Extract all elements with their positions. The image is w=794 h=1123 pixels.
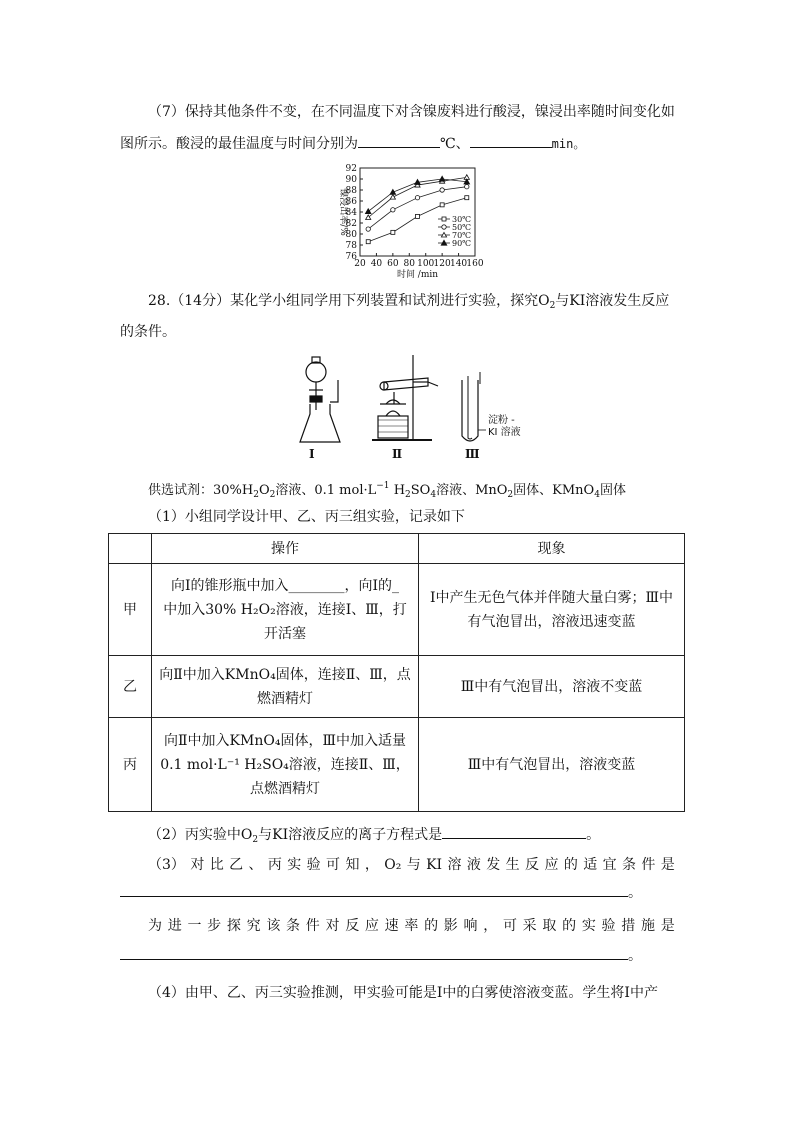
q3-char: 措 bbox=[621, 918, 636, 934]
op-line: 中加入30% H₂O₂溶液，连接Ⅰ、Ⅲ，打 bbox=[163, 601, 407, 618]
q3-char: 是 bbox=[660, 857, 675, 873]
q3-char: 步 bbox=[207, 918, 222, 934]
row-operation bbox=[152, 564, 419, 656]
q3-char: 件 bbox=[641, 857, 656, 873]
legend-marker bbox=[441, 240, 447, 245]
q3-end: 。 bbox=[628, 885, 642, 901]
answer-blank-measure[interactable] bbox=[120, 945, 628, 960]
plot-frame bbox=[360, 168, 475, 256]
q3-char: 溶 bbox=[447, 857, 462, 873]
ph-line: 有气泡冒出，溶液迅速变蓝 bbox=[467, 613, 636, 630]
starch-label-1: 淀粉 - bbox=[488, 415, 515, 426]
q28-line1: 28.（14分）某化学小组同学用下列装置和试剂进行实验，探究$O_2$与KI溶液发生反应 bbox=[148, 293, 670, 311]
y-tick-label: 78 bbox=[345, 241, 357, 251]
op-line: 燃酒精灯 bbox=[257, 690, 313, 707]
apparatus-II-heating bbox=[372, 355, 438, 440]
data-point bbox=[366, 215, 371, 220]
data-point bbox=[465, 185, 469, 189]
q3-char: KI bbox=[426, 857, 443, 873]
row-name: 甲 bbox=[109, 564, 152, 656]
op-line: 向Ⅱ中加入KMnO₄固体，连接Ⅱ、Ⅲ，点 bbox=[159, 666, 411, 683]
q3-char: 与 bbox=[406, 857, 421, 873]
q3-char: 可 bbox=[326, 857, 341, 873]
legend-label: 30℃ bbox=[452, 215, 472, 224]
ph-line: Ⅰ中产生无色气体并伴随大量白雾；Ⅲ中 bbox=[429, 589, 674, 606]
legend-marker bbox=[441, 232, 446, 237]
q3-char: 的 bbox=[424, 918, 439, 934]
q28-text-b: 与KI溶液发生反应 bbox=[555, 293, 670, 309]
q3-char: ， bbox=[364, 857, 379, 873]
y-tick-label: 82 bbox=[345, 219, 357, 229]
q3-char: 为 bbox=[148, 918, 162, 934]
data-point bbox=[415, 182, 420, 187]
data-point bbox=[390, 189, 396, 194]
experiment-table bbox=[108, 533, 685, 812]
q3-char: 速 bbox=[384, 918, 399, 934]
q4-line: （4）由甲、乙、丙三实验推测，甲实验可能是Ⅰ中的白雾使溶液变蓝。学生将Ⅰ中产 bbox=[148, 985, 658, 1001]
data-point bbox=[440, 188, 444, 192]
q3-char: 实 bbox=[287, 857, 302, 873]
y-axis-label: 镍浸出率/% bbox=[338, 188, 348, 236]
x-tick-label: 100 bbox=[417, 259, 435, 269]
q3-char: 的 bbox=[562, 918, 577, 934]
reagent-kmno4: 固体、KMnO bbox=[513, 483, 595, 498]
q7-text: 图所示。酸浸的最佳温度与时间分别为 bbox=[120, 136, 358, 152]
data-point bbox=[464, 175, 469, 180]
q3-char: 实 bbox=[581, 918, 596, 934]
label-III: Ⅲ bbox=[465, 447, 480, 461]
op-line: 开活塞 bbox=[264, 625, 306, 642]
q3-line3 bbox=[148, 916, 675, 936]
q3-char: 宜 bbox=[602, 857, 617, 873]
q3-char: 应 bbox=[544, 857, 559, 873]
q3-line4 bbox=[120, 945, 642, 966]
starch-label-2: KI 溶液 bbox=[488, 427, 521, 438]
q3-char: 影 bbox=[443, 918, 458, 934]
data-point bbox=[390, 195, 395, 200]
y-tick-label: 88 bbox=[345, 186, 357, 196]
y-tick-label: 80 bbox=[345, 230, 357, 240]
answer-blank-ionic-equation[interactable] bbox=[442, 824, 586, 839]
sub1-intro: （1）小组同学设计甲、乙、丙三组实验，记录如下 bbox=[148, 509, 465, 525]
series-line bbox=[368, 198, 467, 242]
row-phenomenon bbox=[419, 564, 685, 656]
q3-char: 件 bbox=[305, 918, 320, 934]
answer-blank-temperature[interactable] bbox=[358, 133, 440, 148]
unit-celsius: ℃、 bbox=[440, 136, 470, 152]
legend-label: 50℃ bbox=[452, 223, 472, 232]
x-axis-label: 时间 /min bbox=[396, 270, 439, 280]
answer-blank-time[interactable] bbox=[470, 133, 552, 148]
q3-char: 比 bbox=[209, 857, 224, 873]
q3-end2: 。 bbox=[628, 948, 642, 964]
x-tick-label: 160 bbox=[466, 259, 484, 269]
q3-char: 对 bbox=[325, 918, 340, 934]
x-tick-label: 20 bbox=[354, 259, 366, 269]
q3-char: 进 bbox=[167, 918, 182, 934]
data-point bbox=[415, 180, 421, 185]
y-tick-label: 86 bbox=[345, 197, 357, 207]
q3-char: 施 bbox=[640, 918, 655, 934]
unit-min: min。 bbox=[551, 137, 586, 151]
op-line: 向Ⅰ的锥形瓶中加入________，向Ⅰ的_ bbox=[170, 577, 400, 594]
q3-char: 验 bbox=[601, 918, 616, 934]
reagent-o: O bbox=[258, 483, 270, 498]
q3-char: 液 bbox=[466, 857, 481, 873]
table-corner bbox=[109, 534, 152, 564]
table-row bbox=[109, 564, 685, 656]
series-line bbox=[368, 187, 467, 229]
data-point bbox=[465, 196, 469, 200]
q3-char: 条 bbox=[286, 918, 301, 934]
label-II: Ⅱ bbox=[392, 447, 403, 461]
q28-text-a: 28.（14分）某化学小组同学用下列装置和试剂进行实验，探究O bbox=[148, 293, 550, 309]
reagent-solid: 固体 bbox=[599, 483, 626, 498]
q3-char: 反 bbox=[525, 857, 540, 873]
table-row bbox=[109, 718, 685, 812]
q3-char: 率 bbox=[404, 918, 419, 934]
label-I: Ⅰ bbox=[309, 447, 315, 461]
q3-char: ， bbox=[483, 918, 498, 934]
data-point bbox=[439, 176, 445, 181]
legend-marker bbox=[442, 217, 446, 221]
q3-char: 取 bbox=[542, 918, 557, 934]
q2-text-b: 与KI溶液反应的离子方程式是 bbox=[258, 827, 443, 843]
data-point bbox=[365, 209, 371, 214]
reagent-conc: 溶液、0.1 mol·L bbox=[275, 483, 377, 498]
y-tick-label: 84 bbox=[345, 208, 357, 218]
data-point bbox=[415, 196, 419, 200]
q3-char: 验 bbox=[306, 857, 321, 873]
data-point bbox=[366, 240, 370, 244]
q3-char: 应 bbox=[364, 918, 379, 934]
reagent-so: SO bbox=[410, 483, 431, 498]
reagent-mno2: 溶液、MnO bbox=[436, 483, 508, 498]
q3-char: 适 bbox=[583, 857, 598, 873]
row-operation bbox=[152, 656, 419, 718]
q3-char: （3） bbox=[148, 857, 185, 873]
q2-text-a: （2）丙实验中O bbox=[148, 827, 253, 843]
q3-char: 发 bbox=[486, 857, 501, 873]
row-phenomenon: Ⅲ中有气泡冒出，溶液不变蓝 bbox=[419, 656, 685, 718]
row-operation bbox=[152, 718, 419, 812]
row-name: 丙 bbox=[109, 718, 152, 812]
legend-marker bbox=[442, 225, 446, 229]
data-point bbox=[440, 203, 444, 207]
data-point bbox=[416, 214, 420, 218]
x-tick-label: 140 bbox=[449, 259, 468, 269]
answer-blank-condition[interactable] bbox=[120, 882, 628, 897]
apparatus-III-tube bbox=[462, 372, 486, 441]
y-tick-label: 90 bbox=[345, 175, 357, 185]
q3-char: O₂ bbox=[384, 857, 402, 873]
data-point bbox=[391, 208, 395, 212]
q3-char: 丙 bbox=[267, 857, 282, 873]
y-tick-label: 76 bbox=[345, 252, 357, 262]
q3-char: 生 bbox=[505, 857, 520, 873]
row-name: 乙 bbox=[109, 656, 152, 718]
q28-line2: 的条件。 bbox=[120, 324, 176, 340]
q3-char: 乙 bbox=[229, 857, 244, 873]
x-tick-label: 60 bbox=[387, 259, 399, 269]
y-tick-label: 92 bbox=[345, 164, 357, 174]
data-point bbox=[464, 179, 470, 184]
data-point bbox=[391, 230, 395, 234]
q3-char: 是 bbox=[660, 918, 675, 934]
series-line bbox=[368, 177, 467, 217]
series-line bbox=[368, 179, 467, 211]
legend-label: 90℃ bbox=[452, 239, 472, 248]
q3-char: 该 bbox=[266, 918, 281, 934]
q7-line1: （7）保持其他条件不变，在不同温度下对含镍废料进行酸浸，镍浸出率随时间变化如 bbox=[148, 104, 675, 120]
q3-char: 采 bbox=[522, 918, 537, 934]
q3-char: 探 bbox=[226, 918, 241, 934]
x-tick-label: 40 bbox=[370, 259, 383, 269]
x-tick-label: 120 bbox=[433, 259, 451, 269]
q3-char: 可 bbox=[502, 918, 517, 934]
q3-char: 响 bbox=[463, 918, 478, 934]
reagents-line: 供选试剂：$30\%H_2O_2$溶液、0.1 $mol\cdot L^{-1}$ $H_2SO_4$溶液、MnO$_2$固体、KMnO$_4$固体 bbox=[148, 481, 626, 500]
reagent-h: H bbox=[393, 483, 406, 498]
q3-char: 条 bbox=[622, 857, 636, 873]
legend-label: 70℃ bbox=[452, 231, 472, 240]
data-point bbox=[440, 179, 445, 184]
q3-char: 知 bbox=[345, 857, 360, 873]
q3-char: 一 bbox=[187, 918, 202, 934]
q3-char: 对 bbox=[190, 857, 205, 873]
q7-line2 bbox=[120, 133, 585, 154]
reagent-h2o2: 供选试剂：30%H bbox=[148, 483, 254, 498]
q3-char: 、 bbox=[248, 857, 263, 873]
q3-line2 bbox=[120, 882, 642, 903]
op-line: 点燃酒精灯 bbox=[250, 780, 320, 797]
row-phenomenon: Ⅲ中有气泡冒出，溶液变蓝 bbox=[419, 718, 685, 812]
apparatus-I-flask bbox=[300, 357, 340, 442]
data-point bbox=[366, 227, 370, 231]
q3-char: 反 bbox=[345, 918, 360, 934]
table-row bbox=[109, 656, 685, 718]
q2-text-c: 。 bbox=[586, 827, 601, 843]
table-head-phenomenon: 现象 bbox=[419, 534, 685, 564]
op-line: 向Ⅱ中加入KMnO₄固体，Ⅲ中加入适量 bbox=[164, 732, 406, 749]
op-line: 0.1 mol·L⁻¹ H₂SO₄溶液，连接Ⅱ、Ⅲ， bbox=[160, 756, 410, 773]
q3-char: 究 bbox=[246, 918, 261, 934]
q3-char: 的 bbox=[563, 857, 578, 873]
q2-line: （2）丙实验中$O_2$与KI溶液反应的离子方程式是 。 bbox=[148, 824, 600, 850]
table-head-operation: 操作 bbox=[152, 534, 419, 564]
x-tick-label: 80 bbox=[403, 259, 416, 269]
q3-line1 bbox=[148, 855, 675, 875]
